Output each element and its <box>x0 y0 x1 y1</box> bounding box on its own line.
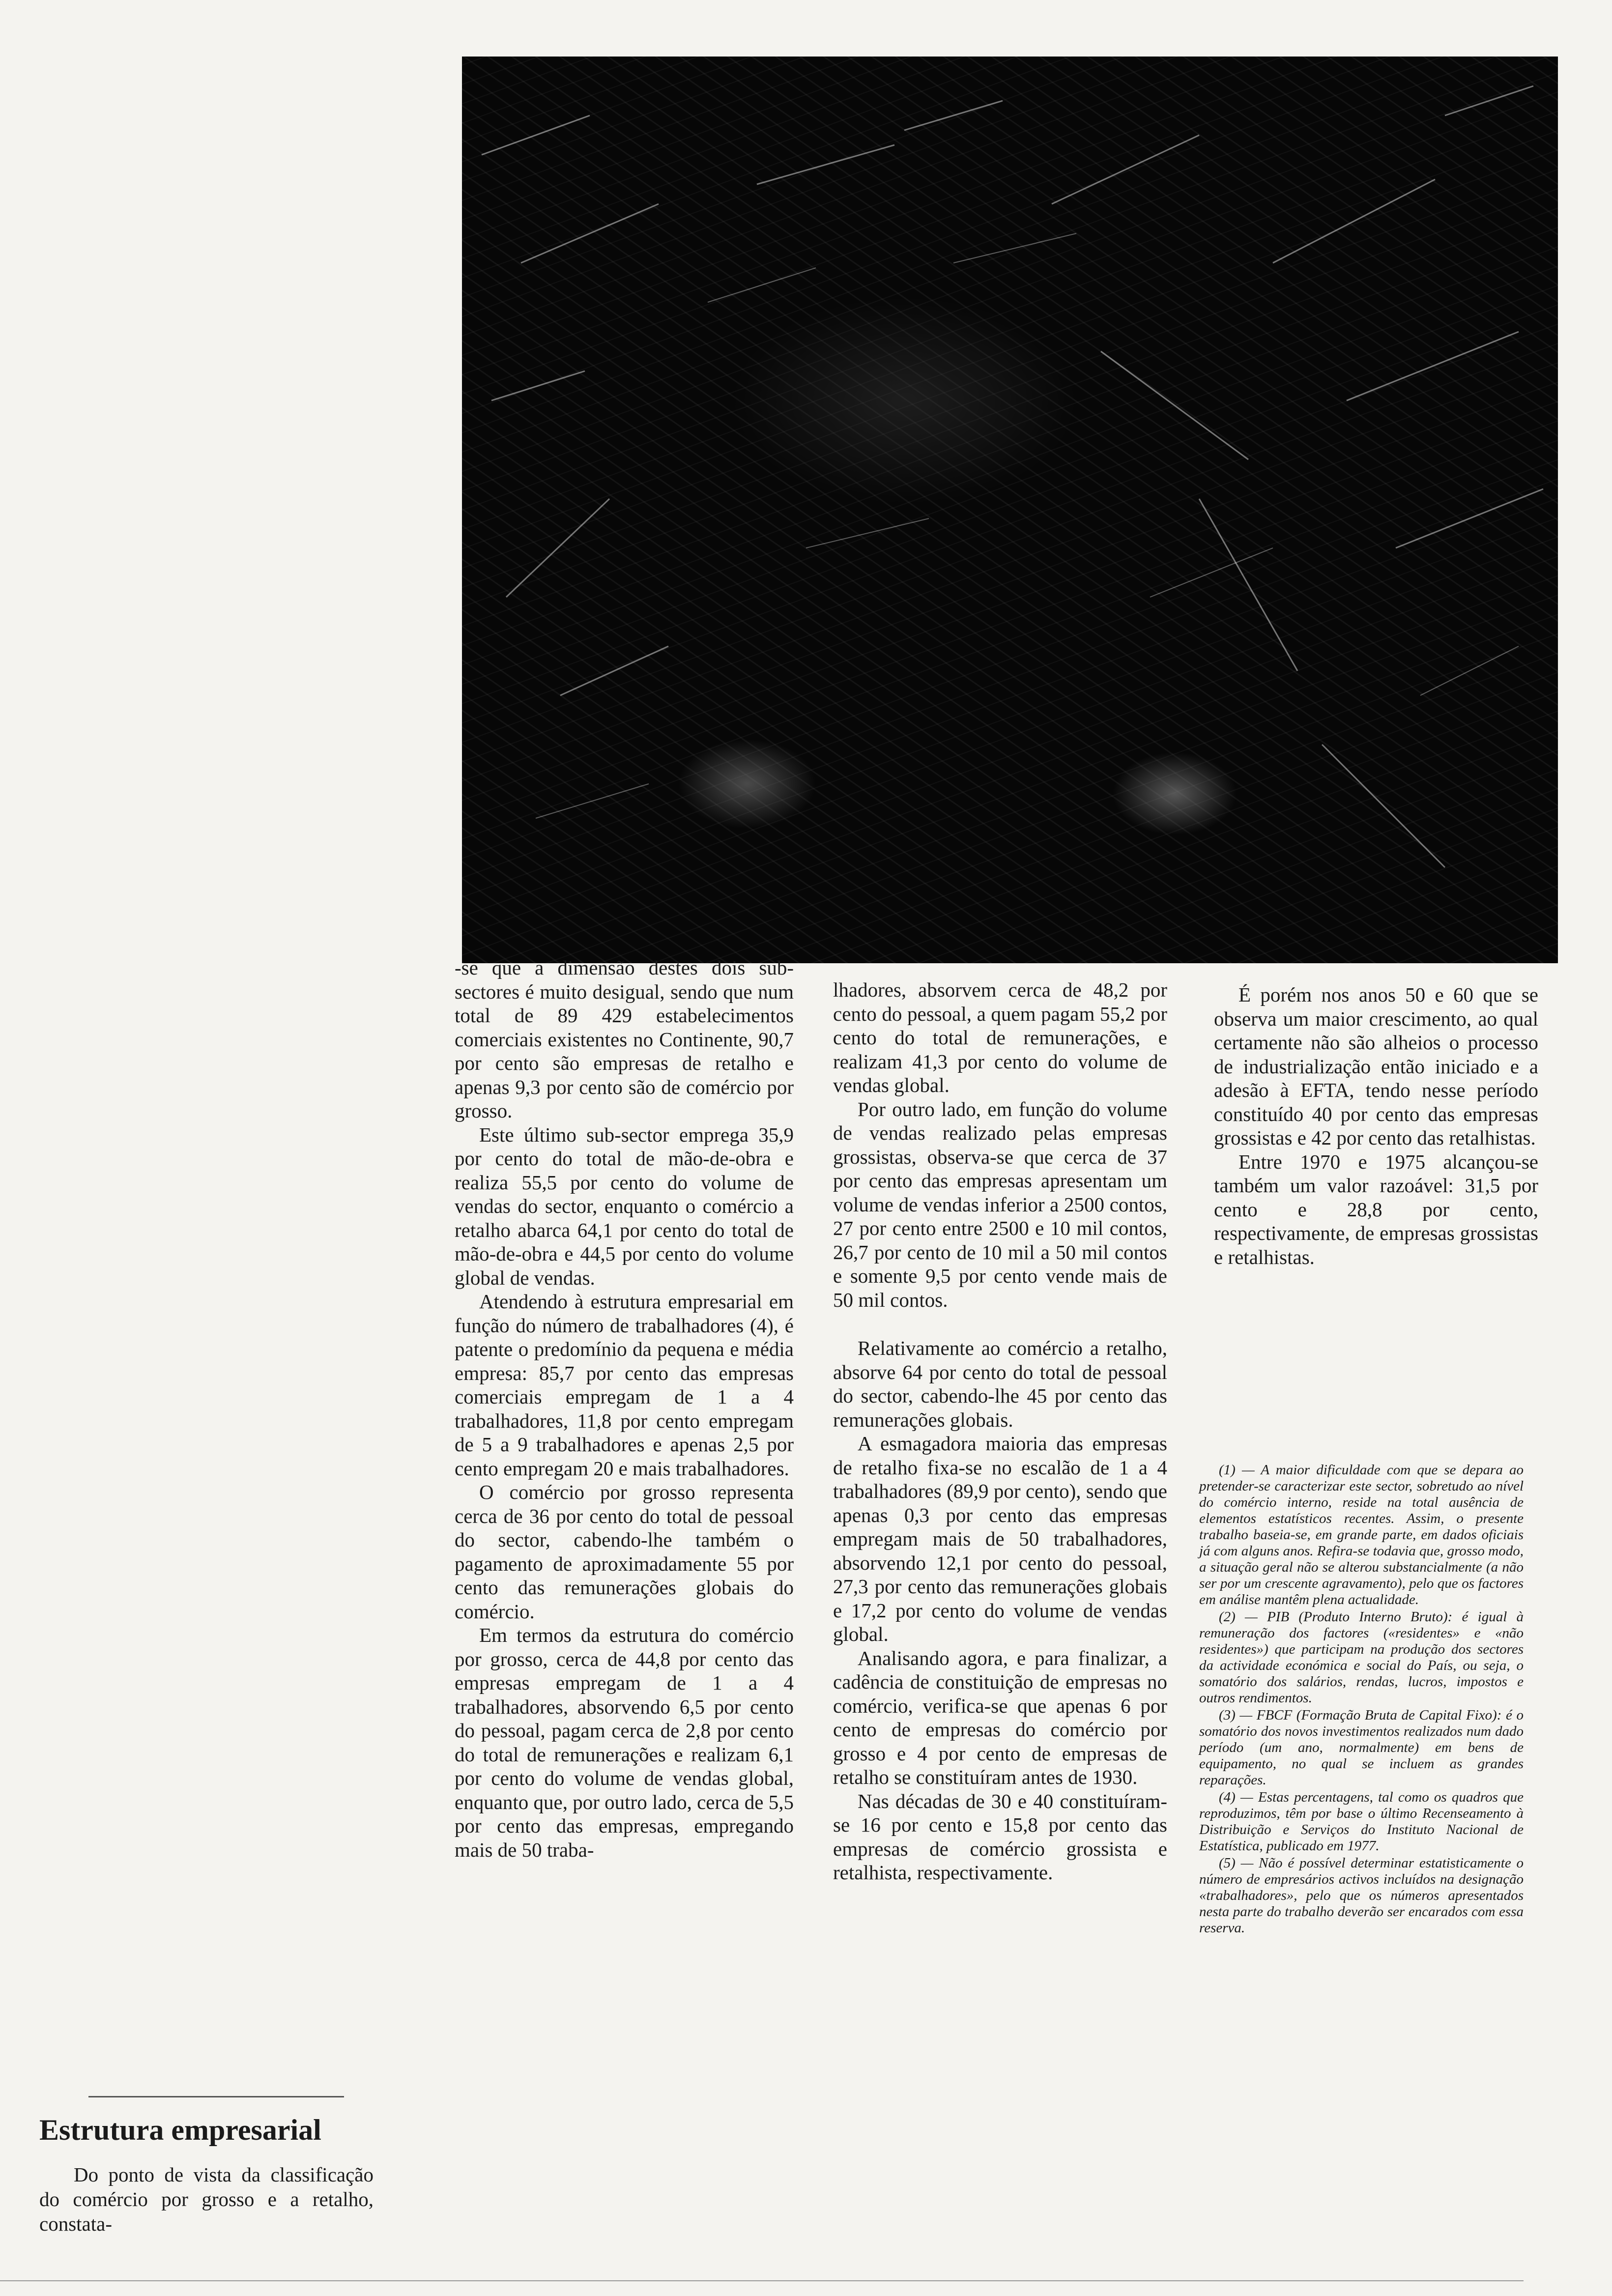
paragraph: Entre 1970 e 1975 alcançou-se também um valor razoável: 31,5 por cento e 28,8 por cento, respectivamente, de empresas grossistas e retalhistas. <box>1214 1150 1538 1268</box>
paragraph: Por outro lado, em função do volume de vendas realizado pelas empresas grossistas, observa-se que cerca de 37 por cento das empresas apresentam um volume de vendas inferior a 2500 contos, 27 por cento entre 2500 e 10 mil contos, 26,7 por cento de 10 mil a 50 mil contos e somente 9,5 por cento vende mais de 50 mil contos. <box>833 1097 1167 1311</box>
photo-texture <box>462 57 1558 963</box>
column-3 <box>1214 983 1538 1269</box>
footnotes <box>1199 1462 1524 1937</box>
intro-text <box>39 2162 374 2236</box>
paragraph: Em termos da estrutura do comércio por grosso, cerca de 44,8 por cento das empresas empregam de 1 a 4 trabalhadores, absorvendo 6,5 por cento do pessoal, pagam cerca de 2,8 por cento do total de remunerações e realizam 6,1 por cento do volume de vendas global, enquanto que, por outro lado, cerca de 5,5 por cento das empresas, empregando mais de 50 traba- <box>455 1624 794 1861</box>
paragraph: Nas décadas de 30 e 40 constituíram-se 16 por cento e 15,8 por cento das empresas de comércio grossista e retalhista, respectivamente. <box>833 1789 1167 1884</box>
paragraph: Atendendo à estrutura empresarial em função do número de trabalhadores (4), é patente o predomínio da pequena e média empresa: 85,7 por cento das empresas comerciais empregam de 1 a 4 trabalhadores, 11,8 por cento empregam de 5 a 9 trabalhadores e apenas 2,5 por cento empregam 20 e mais trabalhadores. <box>455 1290 794 1480</box>
paragraph: Relativamente ao comércio a retalho, absorve 64 por cento do total de pessoal do sector, cabendo-lhe 45 por cento das remunerações globais. <box>833 1337 1167 1431</box>
paragraph: Do ponto de vista da classificação do comércio por grosso e a retalho, constata- <box>39 2163 374 2235</box>
paragraph: A esmagadora maioria das empresas de retalho fixa-se no escalão de 1 a 4 trabalhadores (89,9 por cento), sendo que apenas 0,3 por cento das empresas empregam mais de 50 trabalhadores, absorvendo 12,1 por cento do pessoal, 27,3 por cento das remunerações globais e 17,2 por cento do volume de vendas global. <box>833 1432 1167 1645</box>
column-1 <box>455 956 794 1862</box>
section-heading: Estrutura empresarial <box>39 2114 321 2146</box>
paragraph: O comércio por grosso representa cerca de 36 por cento do total de pessoal do sector, cabendo-lhe também o pagamento de aproximadamente 55 por cento das remunerações globais do comércio. <box>455 1481 794 1623</box>
footnote: (4) — Estas percentagens, tal como os quadros que reproduzimos, têm por base o último Recenseamento à Distribuição e Serviços do Instituto Nacional de Estatística, publicado em 1977. <box>1199 1789 1524 1854</box>
paragraph: Analisando agora, e para finalizar, a cadência de constituição de empresas no comércio, verifica-se que apenas 6 por cento de empresas do comércio por grosso e 4 por cento de empresas de retalho se constituíram antes de 1930. <box>833 1646 1167 1788</box>
footnote: (1) — A maior dificuldade com que se depara ao pretender-se caracterizar este sector, sobretudo ao nível do comércio interno, reside na total ausência de elementos estatísticos recentes. Assim, o presente trabalho baseia-se, em grande parte, em dados oficiais já com alguns anos. Refira-se todavia que, grosso modo, a situação geral não se alterou substancialmente (a não ser por um crescente agravamento), pelo que os factores em análise mantêm plena actualidade. <box>1199 1462 1524 1607</box>
footnote: (3) — FBCF (Formação Bruta de Capital Fixo): é o somatório dos novos investimentos realizados num dado período (um ano, normalmente) em bens de equipamento, no qual se incluem as grandes reparações. <box>1199 1707 1524 1788</box>
column-2 <box>833 978 1167 1885</box>
paragraph: É porém nos anos 50 e 60 que se observa um maior crescimento, ao qual certamente não são alheios o processo de industrialização então iniciado e a adesão à EFTA, tendo nesse período constituído 40 por cento das empresas grossistas e 42 por cento das retalhistas. <box>1214 983 1538 1149</box>
paragraph: -se que a dimensão destes dois sub-sectores é muito desigual, sendo que num total de 89 429 estabelecimentos comerciais existentes no Continente, 90,7 por cento são empresas de retalho e apenas 9,3 por cento são de comércio por grosso. <box>455 956 794 1122</box>
article-photo <box>462 57 1558 963</box>
bottom-rule <box>0 2280 1524 2281</box>
footnote: (5) — Não é possível determinar estatisticamente o número de empresários activos incluídos na designação «trabalhadores», pelo que os números apresentados nesta parte do trabalho deverão ser encarados com essa reserva. <box>1199 1855 1524 1936</box>
footnote: (2) — PIB (Produto Interno Bruto): é igual à remuneração dos factores («residentes» e «não residentes») que participam na produção dos sectores da actividade económica e social do País, ou seja, o somatório dos salários, rendas, lucros, impostos e outros rendimentos. <box>1199 1609 1524 1706</box>
section-divider <box>88 2096 344 2097</box>
paragraph: Este último sub-sector emprega 35,9 por cento do total de mão-de-obra e realiza 55,5 por cento do volume de vendas do sector, enquanto o comércio a retalho abarca 64,1 por cento do total de mão-de-obra e 44,5 por cento do volume global de vendas. <box>455 1123 794 1289</box>
paragraph: lhadores, absorvem cerca de 48,2 por cento do pessoal, a quem pagam 55,2 por cento do total de remunerações, e realizam 41,3 por cento do volume de vendas global. <box>833 978 1167 1096</box>
